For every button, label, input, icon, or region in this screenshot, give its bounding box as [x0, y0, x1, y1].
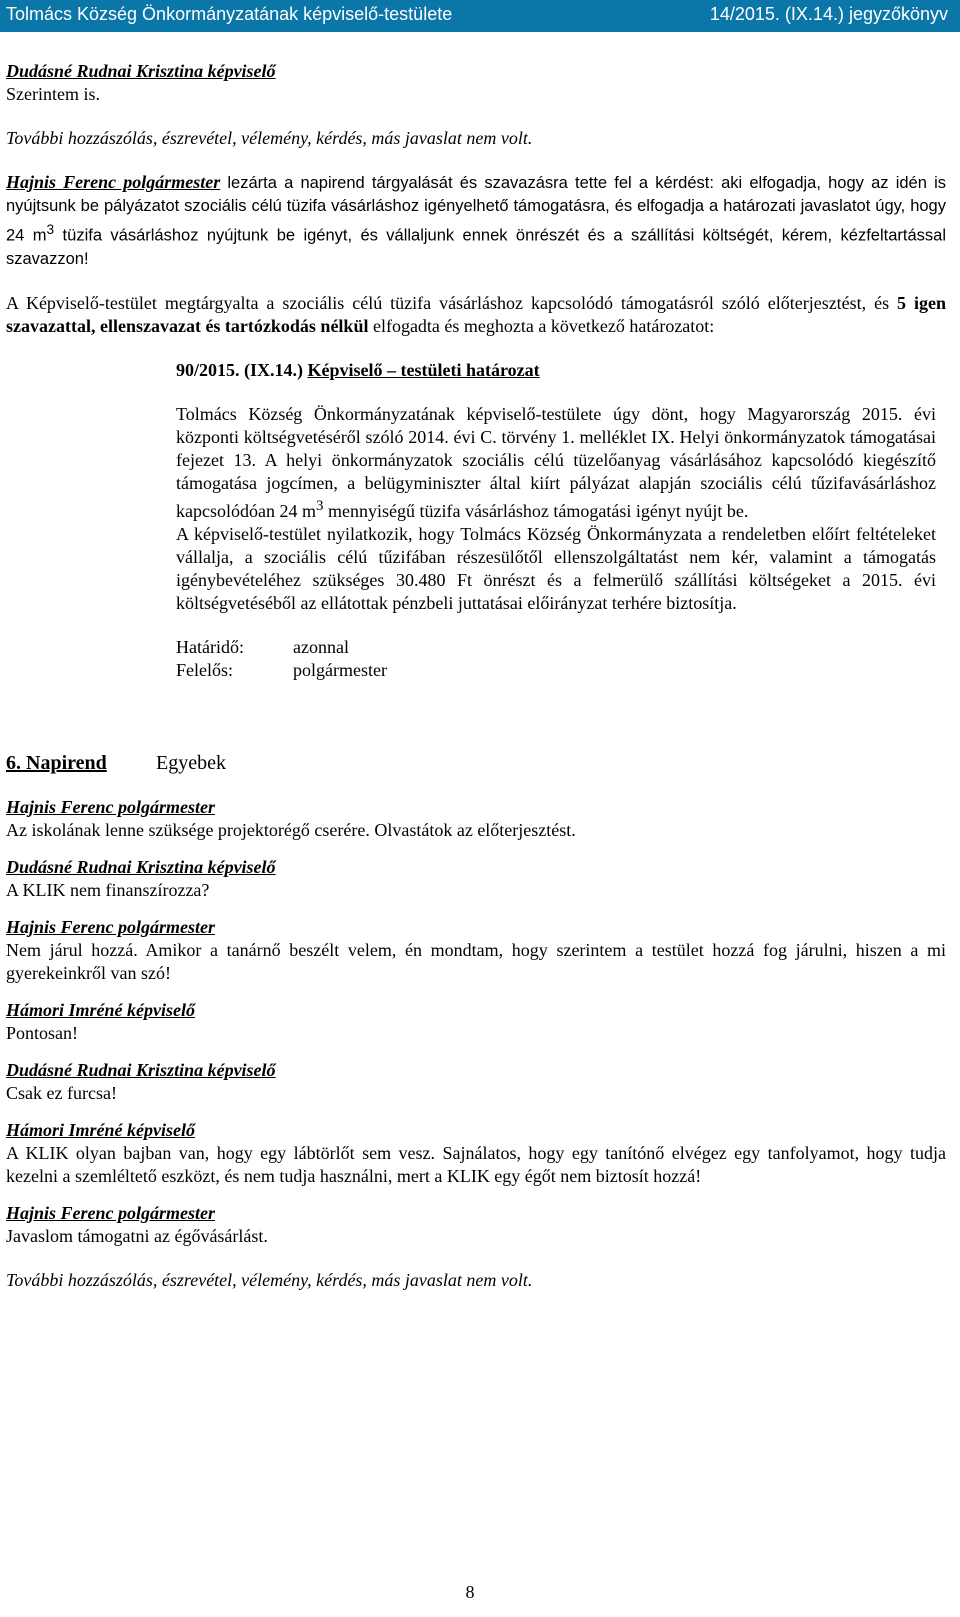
decision-heading: Képviselő – testületi határozat	[307, 359, 540, 380]
header-minutes-number: 14/2015. (IX.14.) jegyzőkönyv	[709, 4, 948, 24]
speech-text: Pontosan!	[6, 1022, 78, 1043]
speaker-name: Hajnis Ferenc polgármester	[6, 916, 216, 937]
speech-text: Csak ez furcsa!	[6, 1082, 117, 1103]
council-vote-result	[6, 292, 946, 338]
dialog-entry	[6, 796, 946, 842]
header-council-name: Tolmács Község Önkormányzatának képviselő-testülete	[6, 4, 453, 24]
agenda-title: Egyebek	[156, 751, 226, 774]
speech-text: Szerintem is.	[6, 84, 100, 104]
superscript: 3	[315, 497, 324, 514]
speaker-name: Hámori Imréné képviselő	[6, 1119, 195, 1140]
dialog-entry	[6, 1119, 946, 1188]
decision-text-b: mennyiségű tüzifa vásárláshoz támogatási igényt nyújt be.	[323, 500, 749, 521]
agenda-item	[6, 752, 946, 775]
speaker-name: Hajnis Ferenc polgármester	[6, 172, 221, 192]
dialog-entry	[6, 999, 946, 1045]
speaker-name: Dudásné Rudnai Krisztina képviselő	[6, 1059, 276, 1080]
dialog-entry	[6, 1202, 946, 1248]
speaker-name: Hámori Imréné képviselő	[6, 999, 195, 1020]
deadline-value: azonnal	[293, 636, 349, 657]
decision-number: 90/2015. (IX.14.)	[176, 359, 308, 380]
decision-paragraph-2: A képviselő-testület nyilatkozik, hogy Tolmács Község Önkormányzata a rendeletben előírt feltételeket vállalja, a szociális célú tűzifában részesülőtől ellenszolgáltatást nem kér, valamint a támogatás igénybevételéhez szükséges 30.480 Ft önrészt és a felmerülő szállítási költségeket a 2015. évi költségvetéséből az ellátottak pénzbeli juttatásai előirányzat terhére biztosítja.	[176, 523, 936, 613]
decision-text-a: Tolmács Község Önkormányzatának képviselő-testülete úgy dönt, hogy Magyarország 2015. évi központi költségvetéséről szóló 2014. évi C. törvény 1. melléklet IX. Helyi önkormányzatok támogatásai fejezet 13. A helyi önkormányzatok szociális célú tüzelőanyag vásárlásához kapcsolódó kiegészítő támogatása jogcímen, a belügyminiszter által kiírt pályázat alapján szociális célú tűzifavásárláshoz kapcsolódóan 24 m	[176, 403, 936, 521]
document-header	[0, 0, 960, 32]
superscript: 3	[46, 222, 55, 237]
speaker-name: Dudásné Rudnai Krisztina képviselő	[6, 61, 276, 81]
deadline-row	[176, 636, 946, 659]
responsible-label: Felelős:	[176, 659, 233, 680]
speech-text: Nem járul hozzá. Amikor a tanárnő beszélt velem, én mondtam, hogy szerintem a testület hozzá fog járulni, hiszen a mi gyerekeinkről van szó!	[6, 939, 946, 983]
vote-call-text-b: tüzifa vásárláshoz nyújtunk be igényt, és vállaljunk ennek önrészét és a szállítási költségét, kérem, kézfeltartással szavazzon!	[6, 226, 946, 268]
no-further-comments: További hozzászólás, észrevétel, vélemény, kérdés, más javaslat nem volt.	[6, 1269, 533, 1290]
vote-result-text-a: A Képviselő-testület megtárgyalta a szociális célú tüzifa vásárláshoz kapcsolódó támogatásról szóló előterjesztést, és	[6, 292, 898, 313]
decision-paragraph-1	[176, 403, 936, 523]
vote-result-text-b: elfogadta és meghozta a következő határozatot:	[368, 315, 715, 336]
speech-text: Javaslom támogatni az égővásárlást.	[6, 1225, 268, 1246]
dialog-entry	[6, 856, 946, 902]
speech-text: A KLIK nem finanszírozza?	[6, 879, 210, 900]
decision-title	[176, 359, 946, 382]
speaker-name: Hajnis Ferenc polgármester	[6, 796, 216, 817]
speech-text: Az iskolának lenne szüksége projektorégő cserére. Olvastátok az előterjesztést.	[6, 819, 576, 840]
speech-text: A KLIK olyan bajban van, hogy egy lábtörlőt sem vesz. Sajnálatos, hogy egy tanítónő elvégez egy tanfolyamot, hogy tudja kezelni a szemléltető eszközt, és nem tudja használni, mert a KLIK egy égőt nem biztosít hozzá!	[6, 1142, 946, 1186]
deadline-label: Határidő:	[176, 636, 244, 657]
dialog-entry	[6, 916, 946, 985]
agenda-number: 6. Napirend	[6, 751, 107, 774]
responsible-value: polgármester	[293, 659, 387, 680]
vote-call-text-a: lezárta a napirend tárgyalását és szavazásra tette fel a kérdést: aki elfogadja, hogy az idén is nyújtsunk be pályázatot szociális célú tüzifa vásárláshoz igényelhető támogatásra, és elfogadja a határozati javaslatot úgy, hogy 24 m	[6, 174, 946, 245]
dialog-entry	[6, 1059, 946, 1105]
speaker-name: Hajnis Ferenc polgármester	[6, 1202, 216, 1223]
vote-count: 5 igen szavazattal, ellenszavazat és tartózkodás nélkül	[6, 292, 946, 336]
mayor-vote-call	[6, 171, 946, 271]
responsible-row	[176, 659, 946, 682]
no-further-comments: További hozzászólás, észrevétel, vélemény, kérdés, más javaslat nem volt.	[6, 128, 533, 148]
speaker-name: Dudásné Rudnai Krisztina képviselő	[6, 856, 276, 877]
page-content	[6, 60, 946, 1292]
page-number: 8	[465, 1582, 475, 1602]
